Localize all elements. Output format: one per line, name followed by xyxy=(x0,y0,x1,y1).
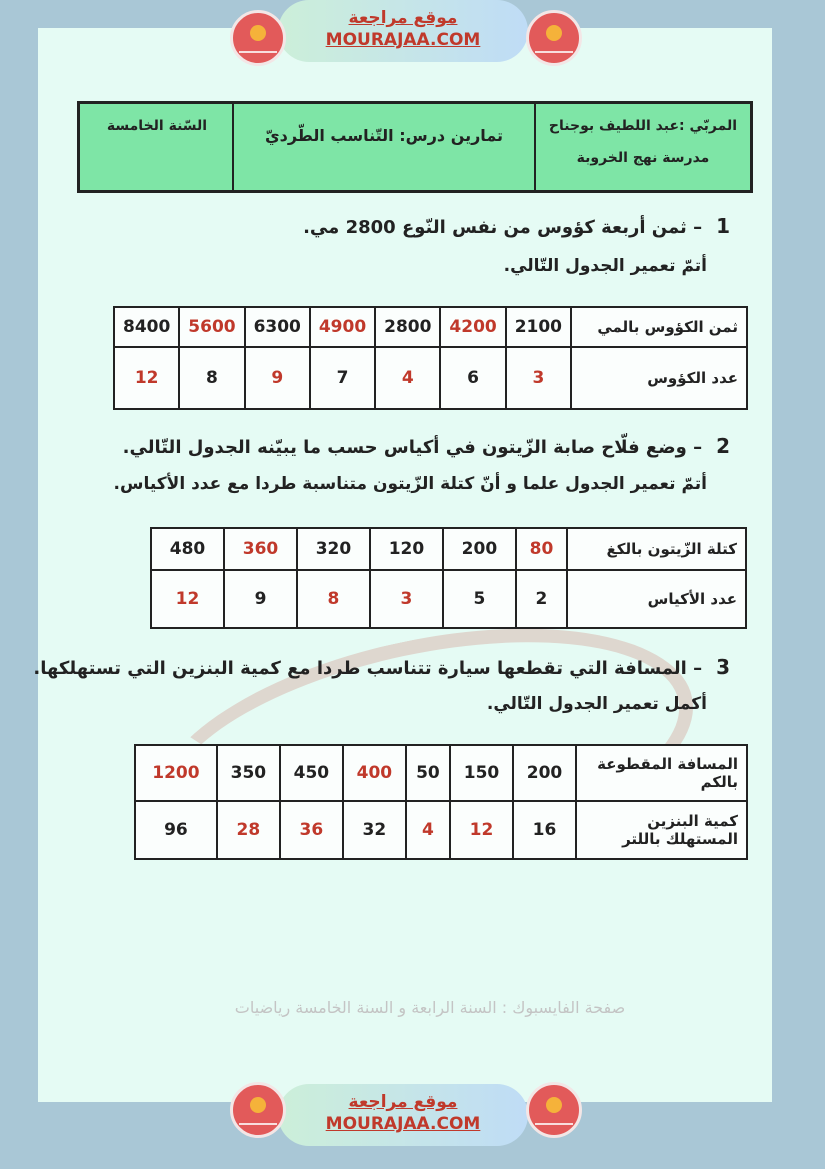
exercise-2-table xyxy=(150,527,747,629)
lesson-title: تمارين درس: التّناسب الطّرديّ xyxy=(232,104,534,190)
site-logo-icon xyxy=(526,1082,582,1138)
exercise-3-statement xyxy=(33,655,730,679)
site-logo-icon xyxy=(230,10,286,66)
table-cell: 50 xyxy=(406,745,450,801)
table-cell: 9 xyxy=(245,347,310,409)
banner-latin[interactable]: MOURAJAA.COM xyxy=(325,30,481,50)
table-cell: 32 xyxy=(343,801,406,859)
site-banner-bottom[interactable] xyxy=(278,1084,528,1146)
level-label: السّنة الخامسة xyxy=(106,118,208,134)
exercise-1-table xyxy=(113,306,748,410)
row-label: كمية البنزين المستهلك باللتر xyxy=(576,801,747,859)
exercise-1-instruction: أتمّ تعمير الجدول التّالي. xyxy=(503,256,707,276)
table-cell: 3 xyxy=(370,570,443,628)
table-cell: 16 xyxy=(513,801,576,859)
table-cell: 28 xyxy=(217,801,280,859)
table-row xyxy=(114,347,747,409)
exercise-2-instruction: أتمّ تعمير الجدول علما و أنّ كتلة الزّيتون متناسبة طردا مع عدد الأكياس. xyxy=(113,474,707,494)
exercise-3-table xyxy=(134,744,748,860)
table-cell: 3 xyxy=(506,347,571,409)
table-cell: 4900 xyxy=(310,307,375,347)
table-row xyxy=(114,307,747,347)
table-cell: 1200 xyxy=(135,745,217,801)
table-cell: 2800 xyxy=(375,307,440,347)
banner-arabic[interactable]: موقع مراجعة xyxy=(348,1092,458,1112)
exercise-text: – المسافة التي تقطعها سيارة تتناسب طردا مع كمية البنزين التي تستهلكها. xyxy=(33,658,703,679)
table-cell: 12 xyxy=(114,347,179,409)
exercise-2-statement xyxy=(123,434,730,458)
table-cell: 5 xyxy=(443,570,516,628)
teacher-cell xyxy=(534,104,750,190)
table-cell: 2 xyxy=(516,570,567,628)
table-cell: 8 xyxy=(297,570,370,628)
table-cell: 480 xyxy=(151,528,224,570)
site-logo-icon xyxy=(230,1082,286,1138)
row-label: عدد الكؤوس xyxy=(571,347,747,409)
table-cell: 120 xyxy=(370,528,443,570)
table-cell: 12 xyxy=(450,801,513,859)
school-name: مدرسة نهج الخروبة xyxy=(576,150,710,166)
exercise-number: 3 xyxy=(716,655,730,679)
exercise-3-instruction: أكمل تعمير الجدول التّالي. xyxy=(486,694,707,714)
table-cell: 8400 xyxy=(114,307,179,347)
table-cell: 6 xyxy=(440,347,505,409)
exercise-text: – ثمن أربعة كؤوس من نفس النّوع 2800 مي. xyxy=(303,217,703,238)
table-cell: 450 xyxy=(280,745,343,801)
table-row xyxy=(135,745,747,801)
table-cell: 36 xyxy=(280,801,343,859)
table-cell: 200 xyxy=(443,528,516,570)
table-row xyxy=(151,570,746,628)
banner-latin[interactable]: MOURAJAA.COM xyxy=(325,1114,481,1134)
table-cell: 150 xyxy=(450,745,513,801)
table-cell: 5600 xyxy=(179,307,244,347)
table-cell: 400 xyxy=(343,745,406,801)
table-cell: 200 xyxy=(513,745,576,801)
table-cell: 4200 xyxy=(440,307,505,347)
table-cell: 12 xyxy=(151,570,224,628)
table-cell: 2100 xyxy=(506,307,571,347)
table-cell: 96 xyxy=(135,801,217,859)
table-cell: 9 xyxy=(224,570,297,628)
table-cell: 350 xyxy=(217,745,280,801)
table-cell: 6300 xyxy=(245,307,310,347)
table-cell: 7 xyxy=(310,347,375,409)
table-cell: 360 xyxy=(224,528,297,570)
table-cell: 8 xyxy=(179,347,244,409)
table-cell: 4 xyxy=(406,801,450,859)
row-label: المسافة المقطوعة بالكم xyxy=(576,745,747,801)
row-label: كتلة الزّيتون بالكغ xyxy=(567,528,746,570)
exercise-1-statement xyxy=(303,214,730,238)
teacher-name: المربّي :عبد اللطيف بوجناح xyxy=(548,118,738,134)
exercise-text: – وضع فلّاح صابة الزّيتون في أكياس حسب ما يبيّنه الجدول التّالي. xyxy=(122,437,703,458)
table-cell: 4 xyxy=(375,347,440,409)
site-logo-icon xyxy=(526,10,582,66)
exercise-number: 1 xyxy=(716,214,730,238)
facebook-page-footer: صفحة الفايسبوك : السنة الرابعة و السنة الخامسة رياضيات xyxy=(234,998,626,1017)
exercise-number: 2 xyxy=(716,434,730,458)
row-label: عدد الأكياس xyxy=(567,570,746,628)
row-label: ثمن الكؤوس بالمي xyxy=(571,307,747,347)
worksheet-header xyxy=(77,101,753,193)
table-cell: 80 xyxy=(516,528,567,570)
banner-arabic[interactable]: موقع مراجعة xyxy=(348,8,458,28)
table-row xyxy=(135,801,747,859)
site-banner-top[interactable] xyxy=(278,0,528,62)
table-row xyxy=(151,528,746,570)
table-cell: 320 xyxy=(297,528,370,570)
